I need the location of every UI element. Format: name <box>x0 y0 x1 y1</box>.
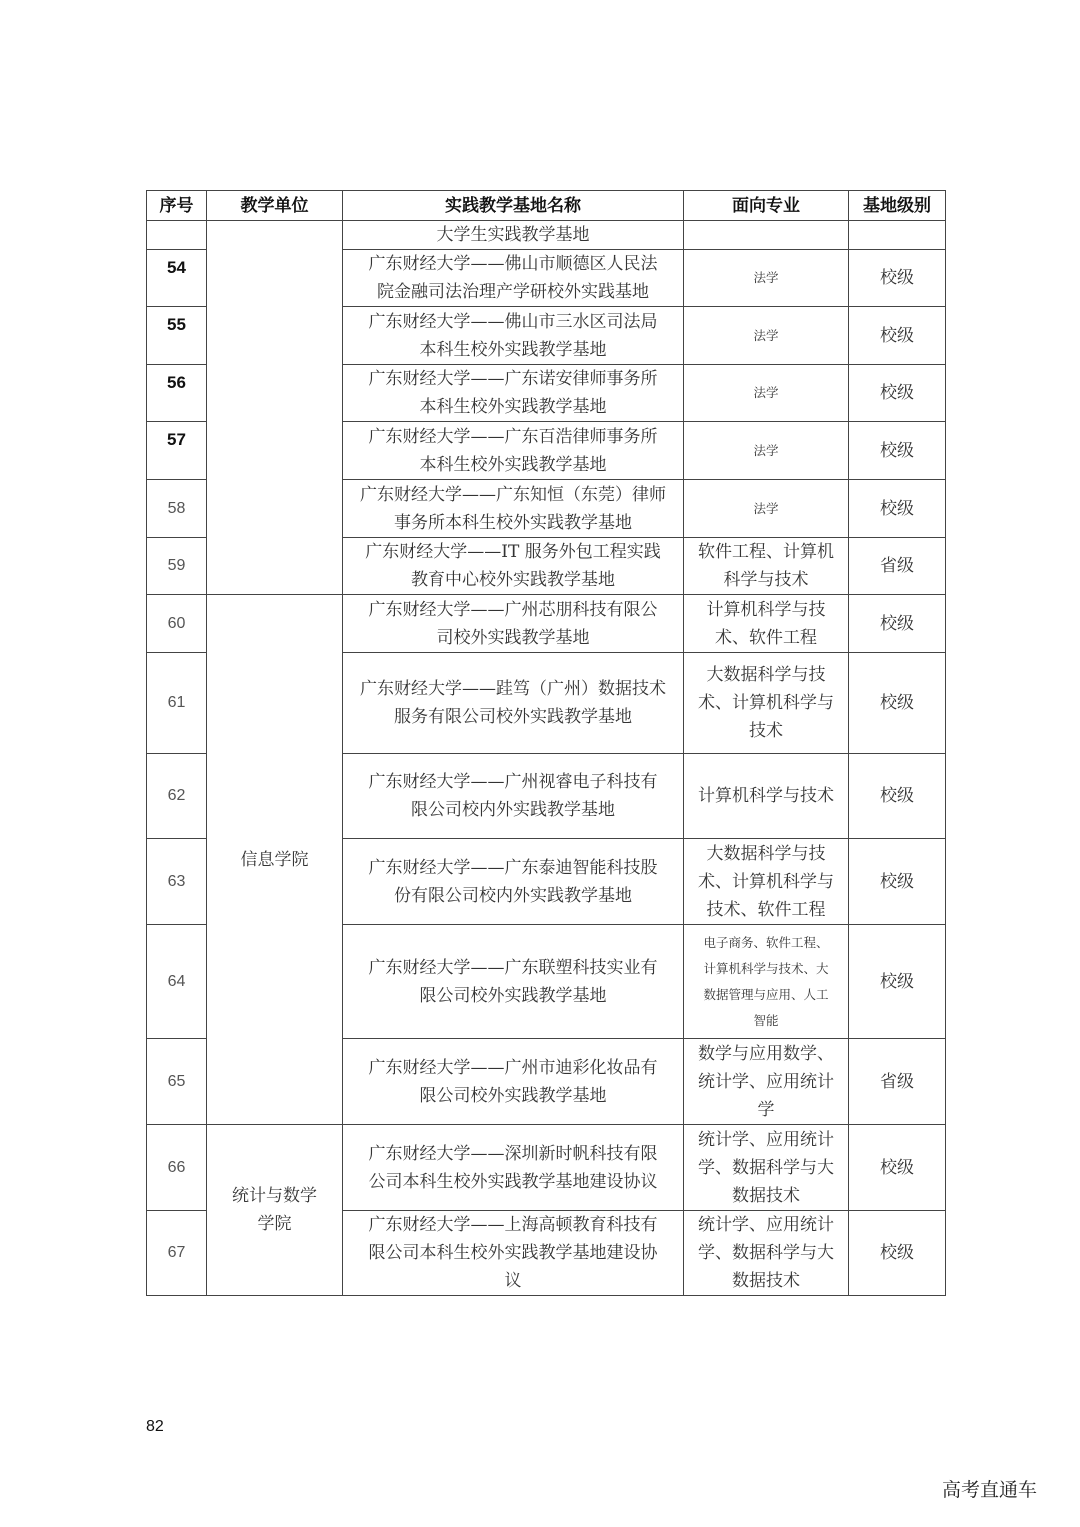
teaching-unit: 统计与数学 学院 <box>207 1125 343 1296</box>
table-row <box>147 595 946 653</box>
base-name: 广东财经大学——深圳新时帆科技有限 公司本科生校外实践教学基地建设协议 <box>343 1125 684 1211</box>
target-major: 大数据科学与技 术、计算机科学与 技术 <box>684 653 849 754</box>
row-number: 67 <box>147 1211 207 1296</box>
row-number: 64 <box>147 925 207 1039</box>
table-header-row <box>147 191 946 221</box>
base-name: 广东财经大学——广东百浩律师事务所 本科生校外实践教学基地 <box>343 422 684 480</box>
target-major <box>684 221 849 250</box>
header-unit: 教学单位 <box>207 191 343 221</box>
base-level: 校级 <box>849 653 946 754</box>
target-major: 统计学、应用统计 学、数据科学与大 数据技术 <box>684 1125 849 1211</box>
target-major: 计算机科学与技术 <box>684 754 849 839</box>
teaching-unit <box>207 221 343 595</box>
row-number: 56 <box>147 365 207 422</box>
row-number: 60 <box>147 595 207 653</box>
teaching-unit: 信息学院 <box>207 595 343 1125</box>
target-major: 法学 <box>684 480 849 538</box>
row-number: 55 <box>147 307 207 365</box>
base-name: 广东财经大学——广州视睿电子科技有 限公司校内外实践教学基地 <box>343 754 684 839</box>
row-number: 54 <box>147 250 207 307</box>
target-major: 数学与应用数学、 统计学、应用统计 学 <box>684 1039 849 1125</box>
base-level: 校级 <box>849 250 946 307</box>
base-name: 广东财经大学——广东知恒（东莞）律师 事务所本科生校外实践教学基地 <box>343 480 684 538</box>
base-level: 校级 <box>849 422 946 480</box>
target-major: 软件工程、计算机 科学与技术 <box>684 538 849 595</box>
base-level: 省级 <box>849 538 946 595</box>
header-base-name: 实践教学基地名称 <box>343 191 684 221</box>
table-row <box>147 1125 946 1211</box>
row-number: 61 <box>147 653 207 754</box>
row-number: 59 <box>147 538 207 595</box>
base-level <box>849 221 946 250</box>
base-name: 广东财经大学——IT 服务外包工程实践 教育中心校外实践教学基地 <box>343 538 684 595</box>
base-name: 广东财经大学——广东诺安律师事务所 本科生校外实践教学基地 <box>343 365 684 422</box>
row-number: 66 <box>147 1125 207 1211</box>
row-number: 57 <box>147 422 207 480</box>
target-major: 法学 <box>684 250 849 307</box>
row-number: 65 <box>147 1039 207 1125</box>
table-body <box>147 221 946 1296</box>
base-name: 广东财经大学——佛山市三水区司法局 本科生校外实践教学基地 <box>343 307 684 365</box>
base-name: 广东财经大学——广东泰迪智能科技股 份有限公司校内外实践教学基地 <box>343 839 684 925</box>
base-level: 校级 <box>849 754 946 839</box>
header-major: 面向专业 <box>684 191 849 221</box>
practice-base-table <box>146 190 946 1296</box>
row-number: 58 <box>147 480 207 538</box>
base-level: 校级 <box>849 839 946 925</box>
base-name: 广东财经大学——上海高顿教育科技有 限公司本科生校外实践教学基地建设协 议 <box>343 1211 684 1296</box>
base-level: 校级 <box>849 365 946 422</box>
base-level: 校级 <box>849 1211 946 1296</box>
base-level: 校级 <box>849 925 946 1039</box>
target-major: 法学 <box>684 307 849 365</box>
base-level: 省级 <box>849 1039 946 1125</box>
base-name: 大学生实践教学基地 <box>343 221 684 250</box>
header-no: 序号 <box>147 191 207 221</box>
target-major: 法学 <box>684 365 849 422</box>
target-major: 大数据科学与技 术、计算机科学与 技术、软件工程 <box>684 839 849 925</box>
target-major: 统计学、应用统计 学、数据科学与大 数据技术 <box>684 1211 849 1296</box>
base-name: 广东财经大学——佛山市顺德区人民法 院金融司法治理产学研校外实践基地 <box>343 250 684 307</box>
base-name: 广东财经大学——广东联塑科技实业有 限公司校外实践教学基地 <box>343 925 684 1039</box>
header-level: 基地级别 <box>849 191 946 221</box>
target-major: 计算机科学与技 术、软件工程 <box>684 595 849 653</box>
base-name: 广东财经大学——广州市迪彩化妆品有 限公司校外实践教学基地 <box>343 1039 684 1125</box>
watermark: 高考直通车 <box>942 1479 1038 1501</box>
base-level: 校级 <box>849 1125 946 1211</box>
target-major: 电子商务、软件工程、 计算机科学与技术、大 数据管理与应用、人工 智能 <box>684 925 849 1039</box>
base-name: 广东财经大学——跬笃（广州）数据技术 服务有限公司校外实践教学基地 <box>343 653 684 754</box>
table-row <box>147 221 946 250</box>
page-number: 82 <box>146 1418 164 1435</box>
target-major: 法学 <box>684 422 849 480</box>
base-level: 校级 <box>849 307 946 365</box>
base-level: 校级 <box>849 595 946 653</box>
base-level: 校级 <box>849 480 946 538</box>
row-number <box>147 221 207 250</box>
row-number: 63 <box>147 839 207 925</box>
row-number: 62 <box>147 754 207 839</box>
base-name: 广东财经大学——广州芯朋科技有限公 司校外实践教学基地 <box>343 595 684 653</box>
